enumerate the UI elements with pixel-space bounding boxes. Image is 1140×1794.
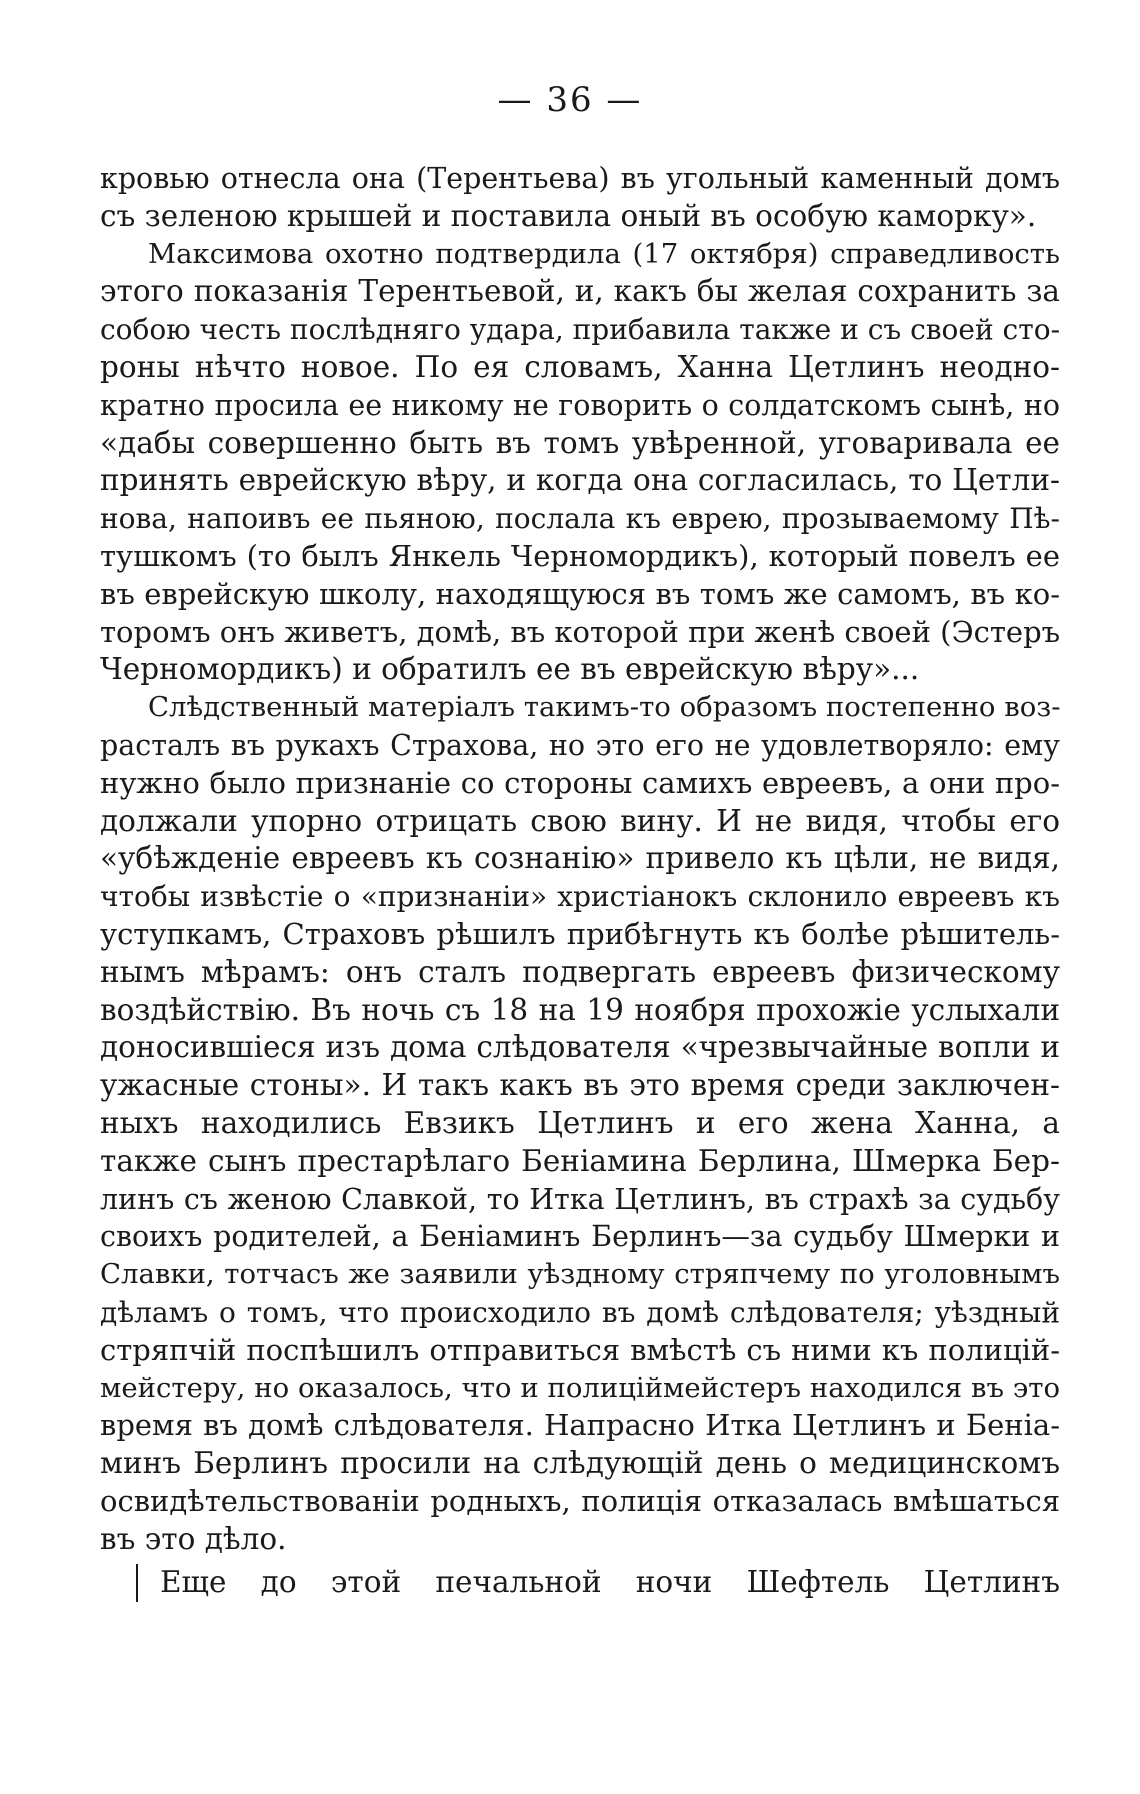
text-line: этого показанія Терентьевой, и, какъ бы желая сохранить за [100,274,1060,309]
paragraph [100,236,1060,690]
text-line: кратно просила ее никому не говорить о солдатскомъ сынѣ, но [100,388,1060,422]
paragraph [100,160,1060,236]
text-line: тушкомъ (то былъ Янкель Черномордикъ), который повелъ ее [100,538,1060,573]
text-line: роны нѣчто новое. По ея словамъ, Ханна Цетлинъ неодно- [100,349,1060,384]
text-line: принять еврейскую вѣру, и когда она согласилась, то Цетли- [100,463,1060,498]
text-line: «убѣжденіе евреевъ къ сознанію» привело къ цѣли, не видя, [100,841,1060,876]
text-line: уступкамъ, Страховъ рѣшилъ прибѣгнуть къ болѣе рѣшитель- [100,916,1060,951]
paragraph [100,689,1060,1558]
text-line: воздѣйствію. Въ ночь съ 18 на 19 ноября прохожіе услыхали [100,992,1060,1027]
text-line: нужно было признаніе со стороны самихъ евреевъ, а они про- [100,765,1060,800]
text-body [100,160,1060,1602]
text-line: минъ Берлинъ просили на слѣдующій день о медицинскомъ [100,1446,1060,1481]
text-line: съ зеленою крышей и поставила оный въ особую каморку». [100,198,1037,233]
text-line: доносившіеся изъ дома слѣдователя «чрезвычайные вопли и [100,1030,1060,1065]
text-line: расталъ въ рукахъ Страхова, но это его не удовлетворяло: ему [100,728,1060,762]
text-line: Черномордикъ) и обратилъ ее въ еврейскую вѣру»... [100,652,920,687]
text-line: линъ съ женою Славкой, то Итка Цетлинъ, въ страхѣ за судьбу [100,1182,1060,1216]
text-line: своихъ родителей, а Беніаминъ Берлинъ—за судьбу Шмерки и [100,1220,1060,1254]
text-line: чтобы извѣстіе о «признаніи» христіанокъ склонило евреевъ къ [100,880,1060,914]
text-line: ужасные стоны». И такъ какъ въ это время среди заключен- [100,1068,1060,1103]
text-line: въ это дѣло. [100,1521,287,1556]
text-line: Максимова охотно подтвердила (17 октября) справедливость [148,237,1060,270]
text-line: время въ домѣ слѣдователя. Напрасно Итка Цетлинъ и Беніа- [100,1408,1060,1443]
text-line: нымъ мѣрамъ: онъ сталъ подвергать евреевъ физическому [100,954,1060,989]
text-line: Слѣдственный матеріалъ такимъ-то образомъ постепенно воз- [148,691,1061,724]
text-line: торомъ онъ живетъ, домѣ, въ которой при женѣ своей (Эстеръ [100,614,1061,649]
text-line: дѣламъ о томъ, что происходило въ домѣ слѣдователя; уѣздный [100,1295,1060,1329]
text-line: мейстеру, но оказалось, что и полиціймейстеръ находился въ это [100,1371,1060,1404]
text-line: ныхъ находились Евзикъ Цетлинъ и его жена Ханна, а [100,1105,1060,1140]
text-line: нова, напоивъ ее пьяною, послала къ еврею, прозываемому Пѣ- [100,502,1060,536]
text-line: Еще до этой печальной ночи Шефтель Цетлинъ [136,1564,1060,1602]
text-line: въ еврейскую школу, находящуюся въ томъ же самомъ, въ ко- [100,576,1060,611]
page-number: — 36 — [497,80,643,120]
text-line: кровью отнесла она (Терентьева) въ угольный каменный домъ [100,162,1060,195]
text-line: собою честь послѣдняго удара, прибавила также и съ своей сто- [100,313,1061,347]
text-line: должали упорно отрицать свою вину. И не видя, чтобы его [100,803,1060,838]
text-line: «дабы совершенно быть въ томъ увѣренной, уговаривала ее [100,425,1060,460]
paragraph [100,1564,1060,1602]
text-line: Славки, тотчасъ же заявили уѣздному стряпчему по уголовнымъ [100,1258,1060,1291]
text-line: стряпчій поспѣшилъ отправиться вмѣстѣ съ ними къ полицій- [100,1332,1060,1367]
text-line: освидѣтельствованіи родныхъ, полиція отказалась вмѣшаться [100,1483,1060,1518]
text-line: также сынъ престарѣлаго Беніамина Берлина, Шмерка Бер- [100,1143,1060,1178]
